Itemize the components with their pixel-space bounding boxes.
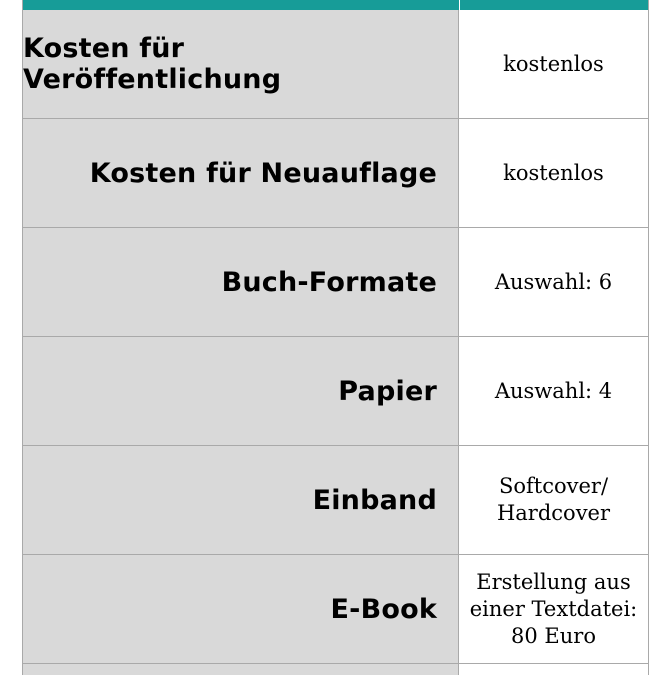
row-label-empty xyxy=(23,664,459,675)
table-row-ebook xyxy=(23,555,648,664)
header-bar-right xyxy=(460,0,648,10)
row-value: Auswahl: 6 xyxy=(459,228,648,336)
row-value-empty xyxy=(459,664,648,675)
table-row-paper xyxy=(23,337,648,446)
table-row-publication-cost xyxy=(23,10,648,119)
table-row-cutoff xyxy=(23,664,648,675)
row-value: Erstellung aus einer Textdatei: 80 Euro xyxy=(459,555,648,663)
row-value: kostenlos xyxy=(459,10,648,118)
row-value: kostenlos xyxy=(459,119,648,227)
row-label: Kosten für Veröffentlichung xyxy=(23,10,459,118)
row-label: Papier xyxy=(23,337,459,445)
row-label: Buch-Formate xyxy=(23,228,459,336)
row-label: E-Book xyxy=(23,555,459,663)
table-row-reprint-cost xyxy=(23,119,648,228)
table-header-bar xyxy=(23,0,648,10)
row-label: Kosten für Neuauflage xyxy=(23,119,459,227)
row-label: Einband xyxy=(23,446,459,554)
table-row-binding xyxy=(23,446,648,555)
row-value: Softcover/ Hardcover xyxy=(459,446,648,554)
table-row-book-formats xyxy=(23,228,648,337)
row-value: Auswahl: 4 xyxy=(459,337,648,445)
comparison-table xyxy=(22,0,649,675)
header-bar-left xyxy=(23,0,460,10)
